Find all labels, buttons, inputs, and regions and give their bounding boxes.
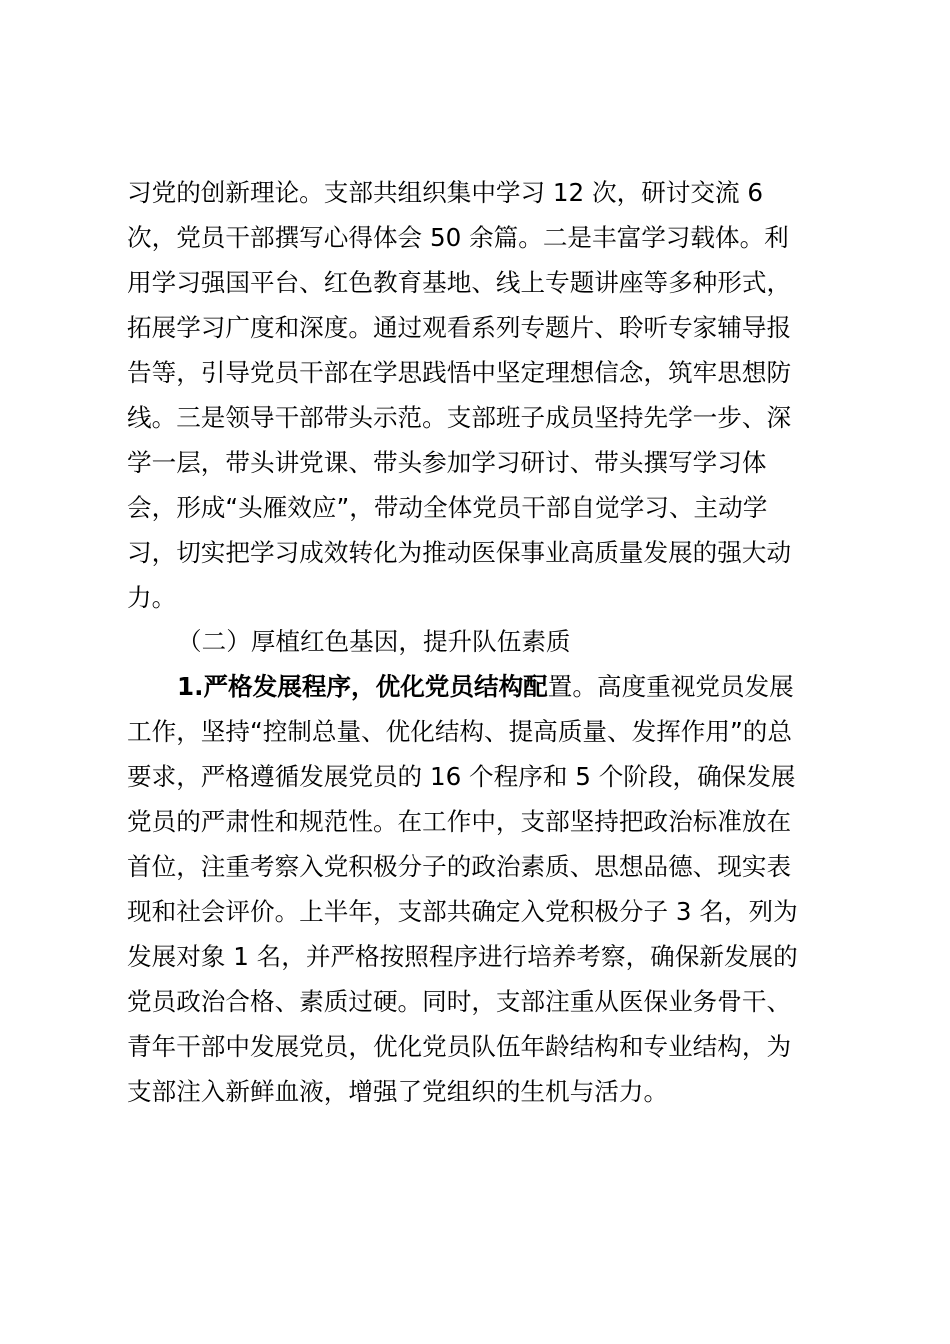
body-text-line: 会，形成“头雁效应”，带动全体党员干部自觉学习、主动学 [127, 493, 768, 522]
body-text-line: 首位，注重考察入党积极分子的政治素质、思想品德、现实表 [127, 852, 792, 881]
subsection-title: 1.严格发展程序，优化党员结构配 [177, 672, 548, 701]
body-text-line: 次，党员干部撰写心得体会 50 余篇。二是丰富学习载体。利 [127, 223, 789, 252]
body-text-line: 工作，坚持“控制总量、优化结构、提高质量、发挥作用”的总 [127, 717, 792, 746]
body-text-line: 青年干部中发展党员，优化党员队伍年龄结构和专业结构，为 [127, 1032, 792, 1061]
body-text-line: 现和社会评价。上半年，支部共确定入党积极分子 3 名，列为 [127, 897, 798, 926]
subsection-heading-line [177, 672, 794, 702]
section-heading: （二）厚植红色基因，提升队伍素质 [177, 627, 571, 656]
body-text-line: 学一层，带头讲党课、带头参加学习研讨、带头撰写学习体 [127, 448, 767, 477]
body-text-line: 习，切实把学习成效转化为推动医保事业高质量发展的强大动 [127, 538, 792, 567]
body-text-line: 发展对象 1 名，并严格按照程序进行培养考察，确保新发展的 [127, 942, 798, 971]
body-text-line: 支部注入新鲜血液，增强了党组织的生机与活力。 [127, 1077, 669, 1106]
subsection-text: 置。高度重视党员发展 [547, 672, 794, 701]
body-text-line: 要求，严格遵循发展党员的 16 个程序和 5 个阶段，确保发展 [127, 762, 796, 791]
body-text-line: 党员政治合格、素质过硬。同时，支部注重从医保业务骨干、 [127, 987, 792, 1016]
body-text-line: 力。 [127, 583, 177, 612]
body-text-line: 线。三是领导干部带头示范。支部班子成员坚持先学一步、深 [127, 403, 792, 432]
body-text-line: 党员的严肃性和规范性。在工作中，支部坚持把政治标准放在 [127, 807, 792, 836]
body-text-line: 用学习强国平台、红色教育基地、线上专题讲座等多种形式， [127, 268, 792, 297]
body-text-line: 习党的创新理论。支部共组织集中学习 12 次，研讨交流 6 [127, 178, 764, 207]
body-text-line: 拓展学习广度和深度。通过观看系列专题片、聆听专家辅导报 [127, 313, 792, 342]
body-text-line: 告等，引导党员干部在学思践悟中坚定理想信念，筑牢思想防 [127, 358, 792, 387]
